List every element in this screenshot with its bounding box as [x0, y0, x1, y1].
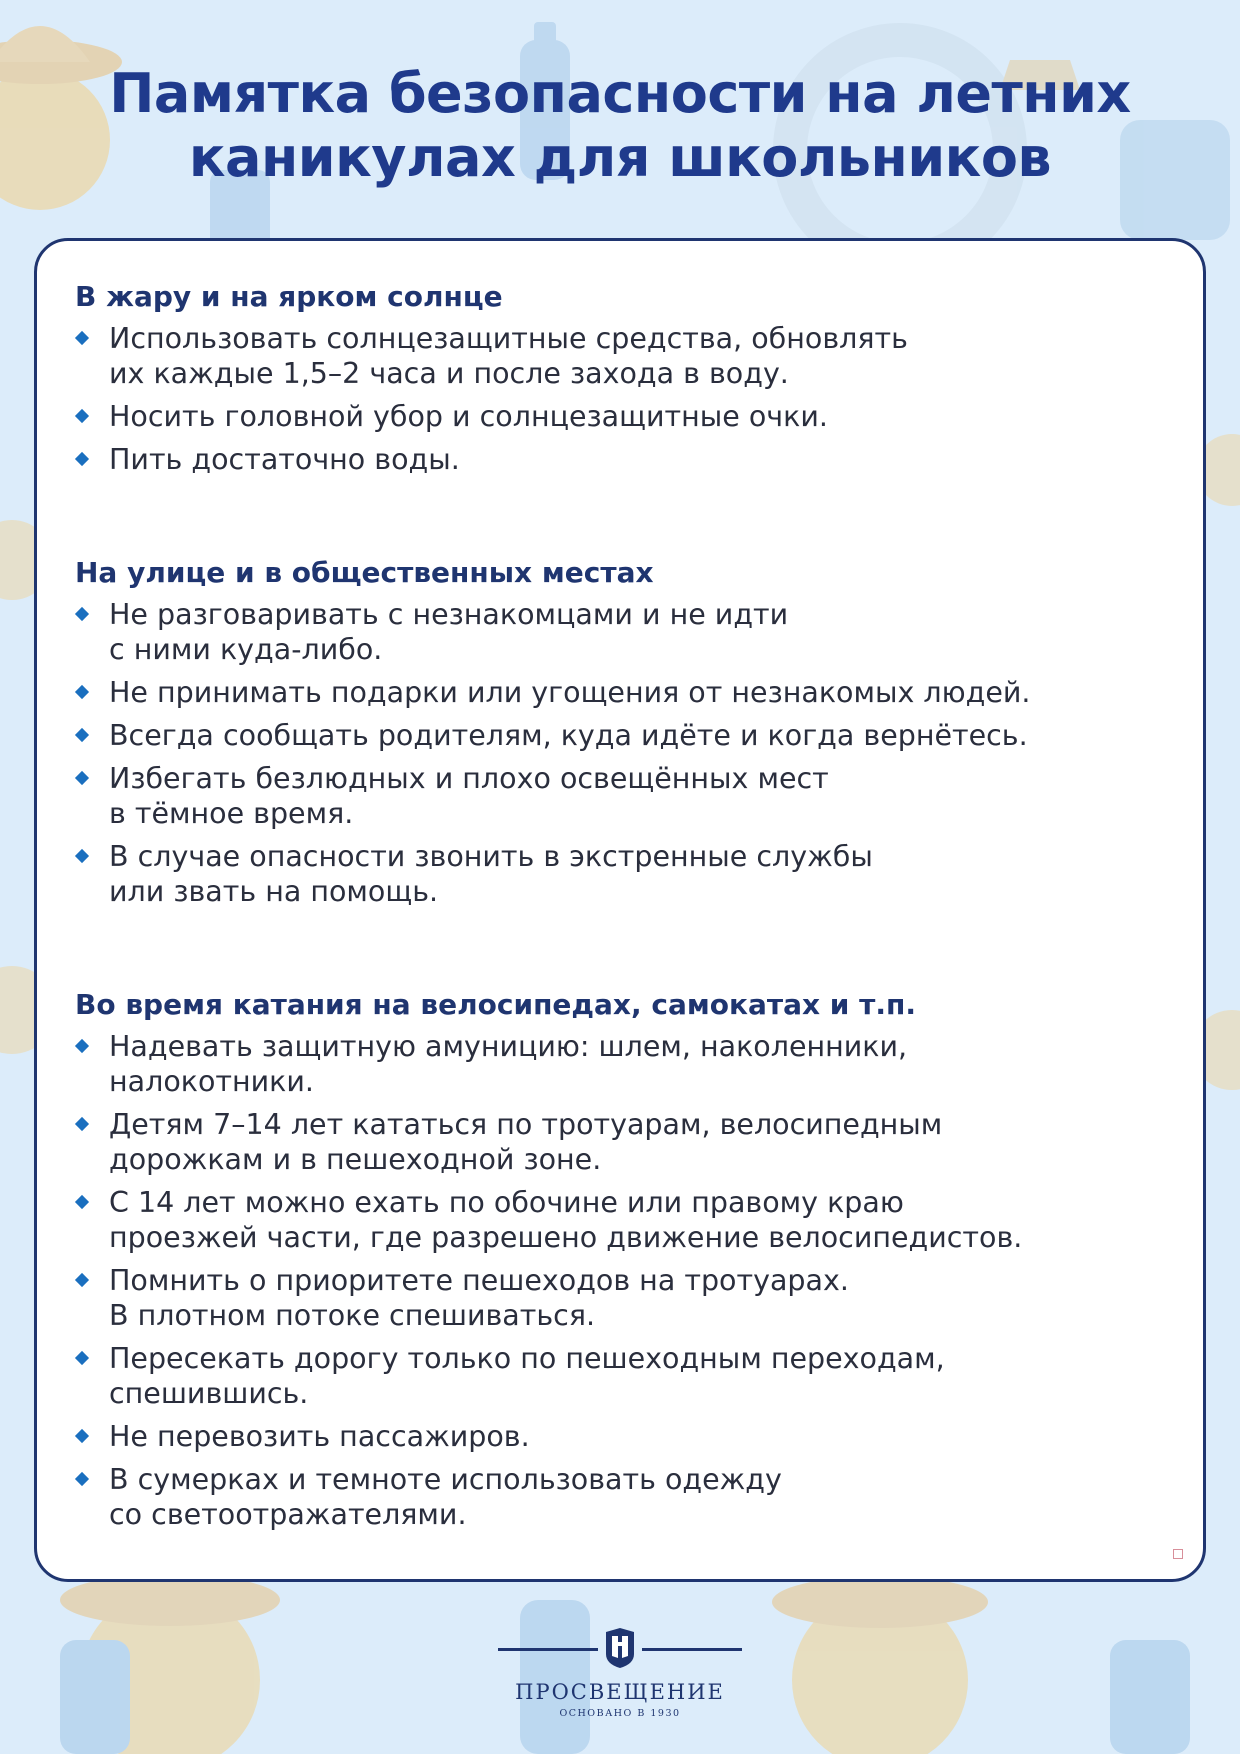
list-item — [75, 761, 1163, 831]
list-item — [75, 442, 1163, 477]
logo-name: ПРОСВЕЩЕНИЕ — [515, 1680, 725, 1704]
section-street — [75, 555, 1163, 909]
section-cycling — [75, 987, 1163, 1532]
section-heat — [75, 279, 1163, 477]
section-list — [75, 597, 1163, 909]
page-title — [0, 62, 1240, 190]
diamond-bullet-icon — [75, 685, 89, 699]
section-heading: В жару и на ярком солнце — [75, 280, 503, 313]
diamond-bullet-icon — [75, 849, 89, 863]
prosveshchenie-emblem-icon — [604, 1628, 636, 1668]
list-item-text: Избегать безлюдных и плохо освещённых мест в тёмное время. — [109, 762, 829, 830]
section-heading: Во время катания на велосипедах, самокатах и т.п. — [75, 988, 917, 1021]
list-item — [75, 1419, 1163, 1454]
section-list — [75, 321, 1163, 477]
list-item-text: Помнить о приоритете пешеходов на тротуарах. В плотном потоке спешиваться. — [109, 1264, 849, 1332]
diamond-bullet-icon — [75, 331, 89, 345]
title-line-2: каникулах для школьников — [188, 126, 1052, 189]
list-item-text: Всегда сообщать родителям, куда идёте и когда вернётесь. — [109, 719, 1028, 752]
list-item — [75, 675, 1163, 710]
corner-mark-icon — [1173, 1549, 1183, 1559]
list-item-text: Использовать солнцезащитные средства, обновлять их каждые 1,5–2 часа и после захода в воду. — [109, 322, 908, 390]
list-item-text: Не перевозить пассажиров. — [109, 1420, 530, 1453]
content-card — [34, 238, 1206, 1582]
list-item-text: В сумерках и темноте использовать одежду со светоотражателями. — [109, 1463, 782, 1531]
section-list — [75, 1029, 1163, 1532]
title-line-1: Памятка безопасности на летних — [109, 62, 1131, 125]
list-item-text: Детям 7–14 лет кататься по тротуарам, велосипедным дорожкам и в пешеходной зоне. — [109, 1108, 943, 1176]
list-item-text: Пить достаточно воды. — [109, 443, 460, 476]
list-item — [75, 1263, 1163, 1333]
diamond-bullet-icon — [75, 1351, 89, 1365]
list-item-text: Пересекать дорогу только по пешеходным переходам, спешившись. — [109, 1342, 945, 1410]
list-item — [75, 1107, 1163, 1177]
section-heading: На улице и в общественных местах — [75, 556, 654, 589]
list-item — [75, 1341, 1163, 1411]
list-item — [75, 1462, 1163, 1532]
diamond-bullet-icon — [75, 1117, 89, 1131]
list-item — [75, 597, 1163, 667]
list-item — [75, 1029, 1163, 1099]
list-item-text: Надевать защитную амуницию: шлем, наколенники, налокотники. — [109, 1030, 908, 1098]
list-item-text: Не разговаривать с незнакомцами и не идти с ними куда-либо. — [109, 598, 789, 666]
list-item — [75, 839, 1163, 909]
diamond-bullet-icon — [75, 728, 89, 742]
list-item — [75, 718, 1163, 753]
diamond-bullet-icon — [75, 1273, 89, 1287]
logo-rule-left — [498, 1648, 598, 1651]
list-item — [75, 1185, 1163, 1255]
diamond-bullet-icon — [75, 1195, 89, 1209]
list-item — [75, 399, 1163, 434]
list-item-text: С 14 лет можно ехать по обочине или правому краю проезжей части, где разрешено движение велосипедистов. — [109, 1186, 1023, 1254]
diamond-bullet-icon — [75, 452, 89, 466]
list-item — [75, 321, 1163, 391]
diamond-bullet-icon — [75, 771, 89, 785]
diamond-bullet-icon — [75, 607, 89, 621]
diamond-bullet-icon — [75, 1472, 89, 1486]
diamond-bullet-icon — [75, 1429, 89, 1443]
diamond-bullet-icon — [75, 1039, 89, 1053]
logo-rule-right — [642, 1648, 742, 1651]
list-item-text: В случае опасности звонить в экстренные службы или звать на помощь. — [109, 840, 873, 908]
list-item-text: Не принимать подарки или угощения от незнакомых людей. — [109, 676, 1031, 709]
logo-tagline: ОСНОВАНО В 1930 — [559, 1708, 681, 1719]
publisher-logo — [494, 1628, 746, 1724]
list-item-text: Носить головной убор и солнцезащитные очки. — [109, 400, 828, 433]
diamond-bullet-icon — [75, 409, 89, 423]
